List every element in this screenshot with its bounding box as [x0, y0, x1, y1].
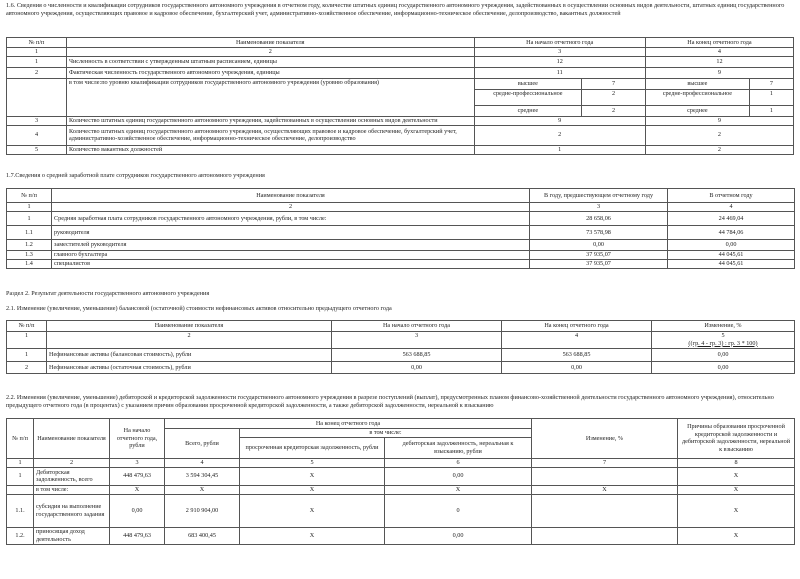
- header-curr: В отчетном году: [668, 189, 795, 203]
- row-start: 563 688,85: [332, 349, 502, 362]
- header-num: № п/п: [7, 38, 67, 48]
- col-num: 5: [240, 458, 385, 467]
- header-name: Наименование показателя: [47, 321, 332, 332]
- row-change: 0,00: [652, 362, 795, 374]
- row-name: Нефинансовые активы (остаточная стоимость), рубли: [47, 362, 332, 374]
- row-unreal: X: [385, 485, 532, 494]
- row-start: 448 479,63: [110, 467, 165, 485]
- row-unreal: 0,00: [385, 527, 532, 544]
- header-start: На начало отчетного года: [332, 321, 502, 332]
- table-row: [7, 494, 795, 527]
- table-row: [7, 226, 795, 240]
- col-num: 1: [7, 203, 52, 212]
- header-overdue: просроченная кредиторская задолженность, рубли: [240, 437, 385, 458]
- column-number-row: [7, 458, 795, 467]
- row-name: субсидия на выполнение государственного задания: [34, 494, 110, 527]
- row-curr: 44 045,61: [668, 260, 795, 269]
- row-reasons: X: [678, 494, 795, 527]
- header-name: Наименование показателя: [66, 38, 474, 48]
- row-name: Количество штатных единиц государственного автономного учреждения, задействованных в осуществлении основных видов деятельности: [66, 116, 474, 125]
- row-curr: 44 784,06: [668, 226, 795, 240]
- col-num: 2: [47, 332, 332, 349]
- row-num: [7, 485, 34, 494]
- row-num: 1.4: [7, 260, 52, 269]
- row-name: Средняя заработная плата сотрудников государственного автономного учреждения, рубли, в том числе:: [52, 212, 530, 226]
- row-num: 1.1.: [7, 494, 34, 527]
- row-start: 2: [474, 125, 645, 145]
- row-overdue: X: [240, 527, 385, 544]
- row-name: в том числе:: [34, 485, 110, 494]
- header-start: На начало отчетного года: [474, 38, 645, 48]
- section-2-heading: Раздел 2. Результат деятельности государственного автономного учреждения: [6, 290, 210, 297]
- row-total: X: [165, 485, 240, 494]
- col-num: 3: [530, 203, 668, 212]
- row-name: главного бухгалтера: [52, 251, 530, 260]
- col-num: 3: [474, 48, 645, 57]
- row-name: Численность в соответствии с утвержденным штатным расписанием, единицы: [66, 56, 474, 67]
- row-num: 1.1: [7, 226, 52, 240]
- row-num: 1: [7, 467, 34, 485]
- row-start: 9: [474, 116, 645, 125]
- row-change: [532, 527, 678, 544]
- level-end: 1: [749, 89, 793, 105]
- qualification-row: [7, 78, 794, 89]
- row-num: 1: [7, 212, 52, 226]
- row-num: 3: [7, 116, 67, 125]
- row-num: 5: [7, 145, 67, 154]
- row-num: 2: [7, 67, 67, 78]
- header-prev: В году, предшествующем отчетному году: [530, 189, 668, 203]
- row-num: 1.3: [7, 251, 52, 260]
- row-name: Количество штатных единиц государственного автономного учреждения, осуществляющих правовое и кадровое обеспечение, бухгалтерский учет, административно-хозяйственное обеспечение, информационно-техническое обеспечение, делопроизводство: [66, 125, 474, 145]
- row-overdue: X: [240, 485, 385, 494]
- col-num: 4: [668, 203, 795, 212]
- col-num: 5: [721, 332, 725, 339]
- row-prev: 0,00: [530, 240, 668, 251]
- level-label: среднее: [474, 105, 582, 116]
- staff-table: [6, 37, 794, 155]
- row-reasons: X: [678, 527, 795, 544]
- debt-table: [6, 418, 795, 545]
- header-name: Наименование показателя: [34, 419, 110, 459]
- header-unreal: дебиторская задолженность, нереальная к взысканию, рубли: [385, 437, 532, 458]
- header-reasons: Причины образования просроченной кредиторской задолженности и дебиторской задолженности, нереальной к взысканию: [678, 419, 795, 459]
- level-label: высшее: [645, 78, 749, 89]
- table-row: [7, 56, 794, 67]
- table-row: [7, 467, 795, 485]
- row-num: 1: [7, 56, 67, 67]
- row-start: X: [110, 485, 165, 494]
- level-end: 7: [749, 78, 793, 89]
- row-reasons: X: [678, 485, 795, 494]
- salary-table: [6, 188, 795, 269]
- row-end: 2: [645, 145, 793, 154]
- row-overdue: X: [240, 494, 385, 527]
- header-total: Всего, рубли: [165, 429, 240, 459]
- row-name: руководителя: [52, 226, 530, 240]
- level-label: средне-профессиональное: [645, 89, 749, 105]
- table-row: [7, 527, 795, 544]
- row-change: [532, 467, 678, 485]
- table-row: [7, 125, 794, 145]
- col-num: 2: [34, 458, 110, 467]
- col-num: 1: [7, 458, 34, 467]
- header-num: № п/п: [7, 189, 52, 203]
- header-change: Изменение, %: [532, 419, 678, 459]
- assets-table: [6, 320, 795, 374]
- section-1-7-heading: 1.7.Сведения о средней заработной плате сотрудников государственного автономного учреждения: [6, 172, 265, 179]
- row-change: X: [532, 485, 678, 494]
- row-end: 2: [645, 125, 793, 145]
- row-start: 0,00: [332, 362, 502, 374]
- level-label: среднее: [645, 105, 749, 116]
- level-start: 7: [582, 78, 646, 89]
- table-row: [7, 251, 795, 260]
- row-reasons: X: [678, 467, 795, 485]
- column-number-row: [7, 203, 795, 212]
- level-start: 2: [582, 89, 646, 105]
- table-header-row: [7, 38, 794, 48]
- section-1-6-heading: 1.6. Сведения о численности и квалификации сотрудников государственного автономного учреждения в отчетном году, количестве штатных единиц государственного автономного учреждения, задействованных в осуществлении основных видов деятельности, штатных единиц государственного автономного учреждения, осуществляющих правовое и кадровое обеспечение, бухгалтерский учет, административно-хозяйственное обеспечение, информационно-техническое обеспечение, делопроизводство, вакантных должностей: [6, 2, 785, 17]
- header-name: Наименование показателя: [52, 189, 530, 203]
- table-row: [7, 116, 794, 125]
- row-start: 12: [474, 56, 645, 67]
- row-prev: 73 578,98: [530, 226, 668, 240]
- level-label: высшее: [474, 78, 582, 89]
- section-2-1-heading: 2.1. Изменение (увеличение, уменьшение) балансовой (остаточной) стоимости нефинансовых активов относительно предыдущего отчетного года: [6, 305, 392, 312]
- col-num: 1: [7, 332, 47, 349]
- qualification-name: в том числе:по уровню квалификации сотрудников государственного автономного учреждения (уровню образования): [66, 78, 474, 116]
- row-curr: 44 045,61: [668, 251, 795, 260]
- header-num: № п/п: [7, 419, 34, 459]
- table-row: [7, 240, 795, 251]
- col-num: 3: [110, 458, 165, 467]
- row-overdue: X: [240, 467, 385, 485]
- table-row: [7, 485, 795, 494]
- row-unreal: 0: [385, 494, 532, 527]
- row-curr: 24 469,04: [668, 212, 795, 226]
- header-end-group: На конец отчетного года: [165, 419, 532, 429]
- section-2-2-heading: 2.2. Изменения (увеличение, уменьшение) дебиторской и кредиторской задолженности государственного автономного учреждения в разрезе поступлений (выплат), предусмотренных планом финансово-хозяйственной деятельности государственного автономного учреждения), относительно предыдущего отчетного года (в процентах) с указанием причин образования просроченной кредиторской задолженности, а также дебиторской задолженности, нереальной к взысканию: [6, 394, 774, 409]
- table-row: [7, 349, 795, 362]
- col-num: 6: [385, 458, 532, 467]
- level-start: 2: [582, 105, 646, 116]
- row-curr: 0,00: [668, 240, 795, 251]
- row-start: 0,00: [110, 494, 165, 527]
- row-end: 9: [645, 116, 793, 125]
- row-start: 1: [474, 145, 645, 154]
- level-end: 1: [749, 105, 793, 116]
- col-num: 4: [645, 48, 793, 57]
- row-num: 1.2: [7, 240, 52, 251]
- col-num-formula: [652, 332, 795, 349]
- header-start: На начало отчетного года, рубли: [110, 419, 165, 459]
- row-end: 563 688,85: [502, 349, 652, 362]
- col-num: 1: [7, 48, 67, 57]
- row-name: специалистов: [52, 260, 530, 269]
- row-total: 683 400,45: [165, 527, 240, 544]
- row-start: 11: [474, 67, 645, 78]
- row-name: приносящая доход деятельность: [34, 527, 110, 544]
- row-num: 1.2.: [7, 527, 34, 544]
- row-name: Нефинансовые активы (балансовая стоимость), рубли: [47, 349, 332, 362]
- change-formula: ((гр. 4 - гр. 3) : гр. 3 * 100): [688, 339, 758, 347]
- row-end: 0,00: [502, 362, 652, 374]
- col-num: 7: [532, 458, 678, 467]
- row-end: 12: [645, 56, 793, 67]
- col-num: 8: [678, 458, 795, 467]
- row-change: 0,00: [652, 349, 795, 362]
- level-label: средне-профессиональное: [474, 89, 582, 105]
- header-incl: в том числе:: [240, 429, 532, 438]
- table-row: [7, 212, 795, 226]
- row-num-empty: [7, 78, 67, 116]
- row-num: 2: [7, 362, 47, 374]
- header-end: На конец отчетного года: [645, 38, 793, 48]
- header-change: Изменение, %: [652, 321, 795, 332]
- col-num: 2: [66, 48, 474, 57]
- table-header-row: [7, 419, 795, 429]
- col-num: 2: [52, 203, 530, 212]
- row-total: 2 910 904,00: [165, 494, 240, 527]
- column-number-row: [7, 48, 794, 57]
- table-header-row: [7, 189, 795, 203]
- row-name: заместителей руководителя: [52, 240, 530, 251]
- column-number-row: [7, 332, 795, 349]
- header-num: № п/п: [7, 321, 47, 332]
- row-prev: 28 658,06: [530, 212, 668, 226]
- row-num: 1: [7, 349, 47, 362]
- row-name: Фактическая численность государственного автономного учреждения, единицы: [66, 67, 474, 78]
- row-start: 448 479,63: [110, 527, 165, 544]
- row-total: 3 594 304,45: [165, 467, 240, 485]
- row-end: 9: [645, 67, 793, 78]
- col-num: 4: [502, 332, 652, 349]
- header-end: На конец отчетного года: [502, 321, 652, 332]
- row-num: 4: [7, 125, 67, 145]
- col-num: 4: [165, 458, 240, 467]
- table-row: [7, 260, 795, 269]
- table-header-row: [7, 321, 795, 332]
- row-change: [532, 494, 678, 527]
- table-row: [7, 145, 794, 154]
- row-prev: 37 935,07: [530, 251, 668, 260]
- table-row: [7, 362, 795, 374]
- row-name: Количество вакантных должностей: [66, 145, 474, 154]
- row-unreal: 0,00: [385, 467, 532, 485]
- table-row: [7, 67, 794, 78]
- row-name: Дебиторская задолженность, всего: [34, 467, 110, 485]
- col-num: 3: [332, 332, 502, 349]
- row-prev: 37 935,07: [530, 260, 668, 269]
